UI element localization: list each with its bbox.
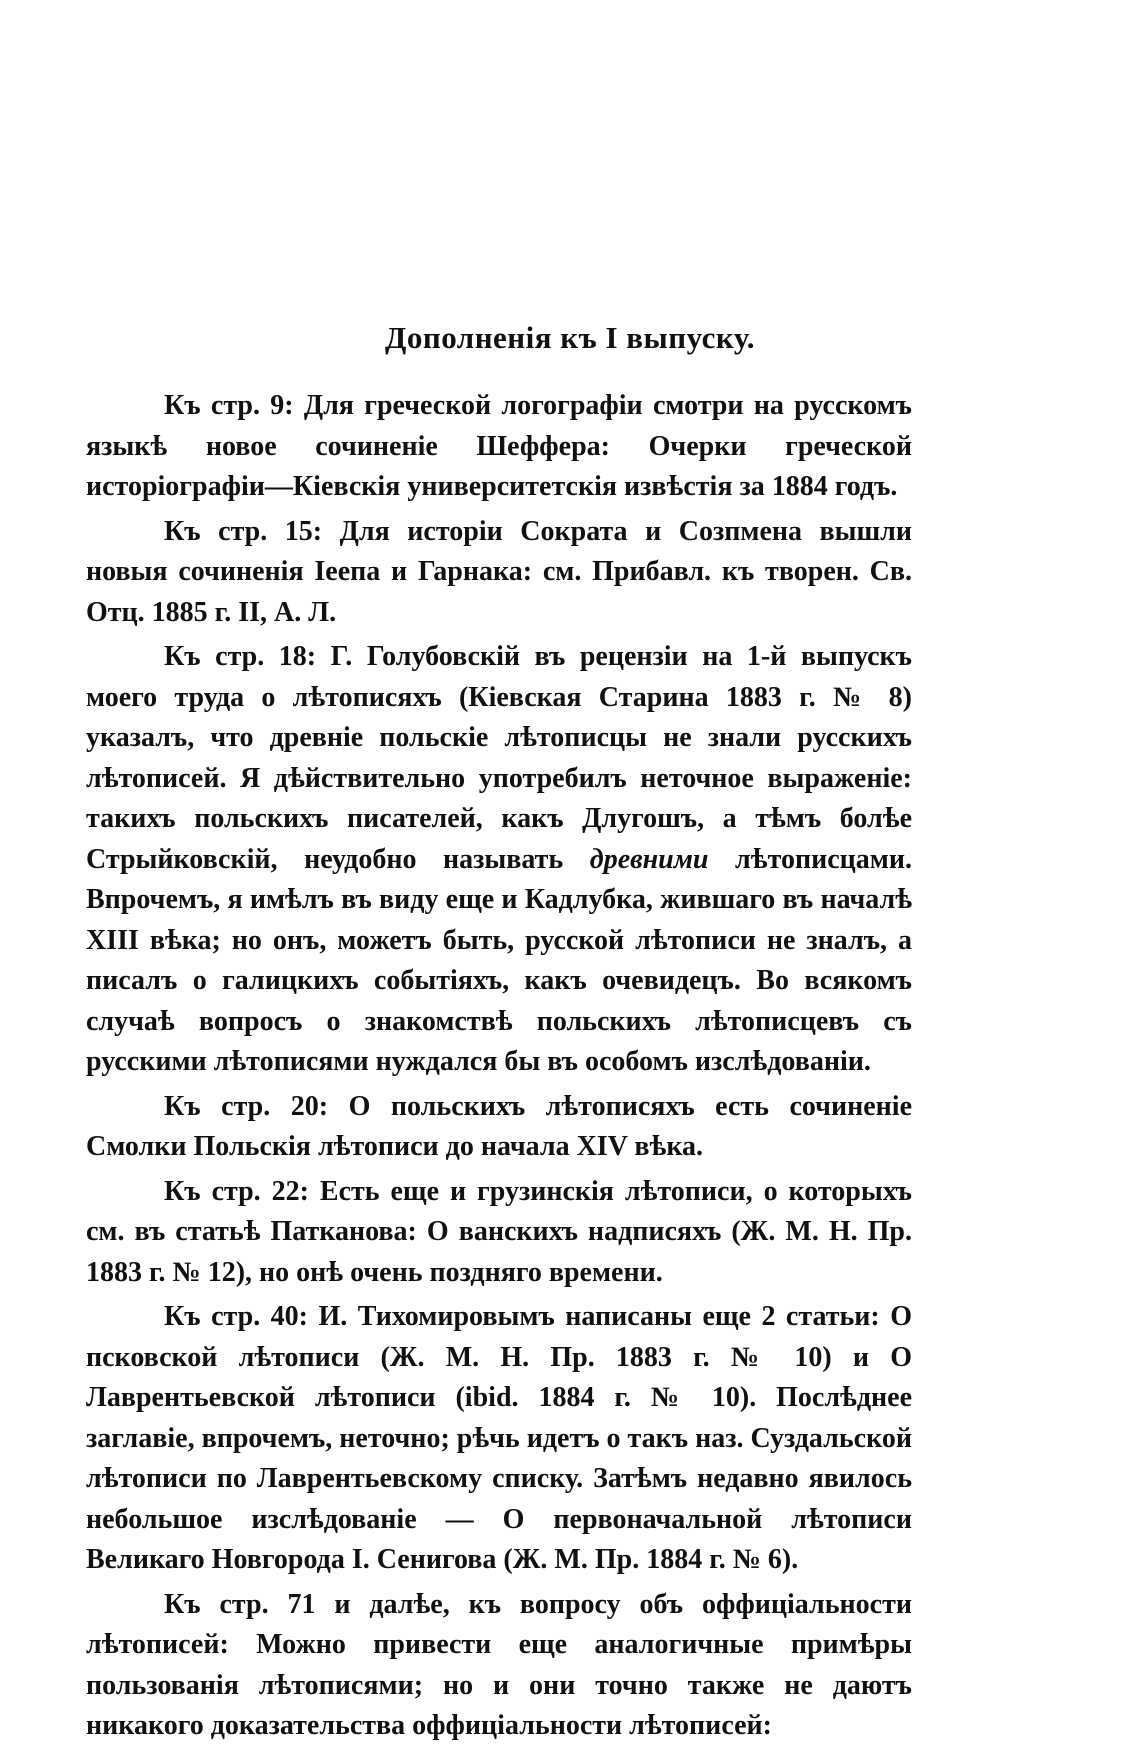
paragraph-p20: Къ стр. 20: О польскихъ лѣтописяхъ есть сочиненіе Смолки Польскія лѣтописи до начала XIV вѣка. bbox=[86, 1090, 912, 1162]
page-title: Дополненія къ I выпуску. bbox=[385, 320, 755, 355]
document-body bbox=[86, 386, 912, 1747]
paragraph-p9: Къ стр. 9: Для греческой логографіи смотри на русскомъ языкѣ новое сочиненіе Шеффера: Очерки греческой исторіографіи—Кіевскія университетскія извѣстія за 1884 годъ. bbox=[86, 390, 912, 502]
paragraph-p71: Къ стр. 71 и далѣе, къ вопросу объ оффиціальности лѣтописей: Можно привести еще аналогичные примѣры пользованія лѣтописями; но и они точно также не даютъ никакого доказательства оффиціальности лѣтописей: bbox=[86, 1588, 912, 1741]
paragraph-p15: Къ стр. 15: Для исторіи Сократа и Созпмена вышли новыя сочиненія Іеепа и Гарнака: см. Прибавл. къ творен. Св. Отц. 1885 г. II, А. Л. bbox=[86, 515, 912, 628]
paragraph-p18-text-before: Къ стр. 18: Г. Голубовскій въ рецензіи на 1-й выпускъ моего труда о лѣтописяхъ (Кіевская Старина 1883 г. № 8) указалъ, что древніе польскіе лѣтописцы не знали русскихъ лѣтописей. Я дѣйствительно употребилъ неточное выраженіе: такихъ польскихъ писателей, какъ Длугошъ, а тѣмъ болѣе Стрыйковскій, неудобно называть bbox=[86, 641, 912, 875]
paragraph-p18-text-after: лѣтописцами. Впрочемъ, я имѣлъ въ виду еще и Кадлубка, жившаго въ началѣ XIII вѣка; но онъ, можетъ быть, русской лѣтописи не зналъ, а писалъ о галицкихъ событіяхъ, какъ очевидецъ. Во всякомъ случаѣ вопросъ о знакомствѣ польскихъ лѣтописцевъ съ русскими лѣтописями нуждался бы въ особомъ изслѣдованіи. bbox=[86, 843, 912, 1077]
paragraph-p40: Къ стр. 40: И. Тихомировымъ написаны еще 2 статьи: О псковской лѣтописи (Ж. М. Н. Пр. 1883 г. № 10) и О Лаврентьевской лѣтописи (ibid. 1884 г. № 10). Послѣднее заглавіе, впрочемъ, неточно; рѣчь идетъ о такъ наз. Суздальской лѣтописи по Лаврентьевскому списку. Затѣмъ недавно явилось небольшое изслѣдованіе — О первоначальной лѣтописи Великаго Новгорода I. Сенигова (Ж. М. Пр. 1884 г. № 6). bbox=[86, 1301, 912, 1575]
paragraph-p22: Къ стр. 22: Есть еще и грузинскія лѣтописи, о которыхъ см. въ статьѣ Патканова: О ванскихъ надписяхъ (Ж. М. Н. Пр. 1883 г. № 12), но онѣ очень поздняго времени. bbox=[86, 1175, 912, 1288]
paragraph-p18 bbox=[86, 637, 912, 1083]
paragraph-p18-emphasis: древними bbox=[589, 843, 709, 875]
